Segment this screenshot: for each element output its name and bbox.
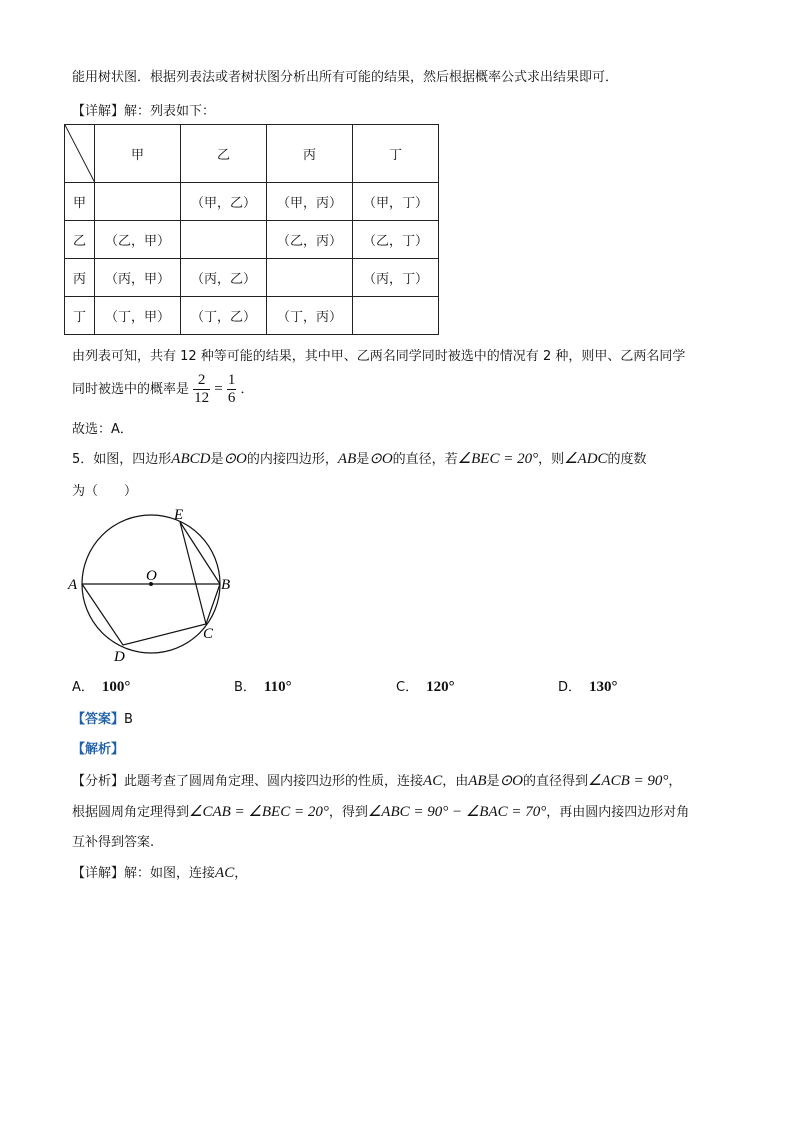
analysis-line-1 [72, 770, 681, 790]
question-text: 的度数 [607, 452, 647, 467]
table-cell: （甲，乙） [181, 183, 267, 221]
period: ． [240, 382, 254, 397]
table-cell: （甲，丙） [267, 183, 353, 221]
option-c [396, 676, 455, 696]
option-a [72, 676, 130, 696]
table-cell: （甲，丁） [353, 183, 439, 221]
table-cell: （丁，乙） [181, 297, 267, 335]
option-d [558, 676, 618, 696]
table-header-cell: 甲 [95, 125, 181, 183]
analysis-tag: 【解析】 [72, 742, 125, 757]
answer-value: B [124, 712, 133, 727]
fraction-denominator: 12 [194, 390, 210, 406]
fraction-1-6 [227, 372, 237, 407]
option-value: 110° [263, 679, 292, 695]
option-b [234, 676, 292, 696]
math-angle-bec: ∠BEC = 20° [457, 451, 539, 467]
question-text: 如图，四边形 [93, 452, 172, 467]
analysis-text: ，得到 [328, 805, 368, 820]
math-ab: AB [337, 451, 357, 467]
analysis-text: 根据圆周角定理得到 [72, 805, 190, 820]
fraction-2-12 [193, 372, 210, 407]
analysis-heading [72, 738, 124, 757]
question-text: ，则 [538, 452, 565, 467]
analysis-text: ，再由圆内接四边形对角 [546, 805, 690, 820]
conclusion-line-2 [72, 372, 254, 407]
label-d: D [114, 649, 125, 665]
table-cell: （丁，甲） [95, 297, 181, 335]
answer-tag: 【答案】 [72, 712, 125, 727]
table-row [65, 259, 439, 297]
detail-heading-1 [72, 100, 215, 119]
circle-figure [66, 505, 246, 665]
table-row [65, 297, 439, 335]
math-circle-o: ⊙O [499, 773, 523, 789]
math-ac: AC [423, 773, 443, 789]
option-letter: D． [558, 680, 582, 695]
detail-tag: 【详解】 [72, 866, 125, 881]
analysis-line-3: 互补得到答案. [72, 835, 155, 850]
option-value: 120° [426, 679, 455, 695]
table-header-cell: 丙 [267, 125, 353, 183]
conclusion-prefix: 同时被选中的概率是 [72, 382, 190, 397]
table-header-row [65, 125, 439, 183]
math-angle-cab: ∠CAB = ∠BEC = 20° [189, 804, 329, 820]
option-value: 100° [101, 679, 131, 695]
table-cell [353, 297, 439, 335]
analysis-text: ，由 [442, 774, 469, 789]
label-e: E [174, 507, 184, 523]
fraction-numerator: 1 [227, 372, 236, 388]
table-cell: （丙，乙） [181, 259, 267, 297]
outcome-table [64, 124, 439, 335]
question-text: 是 [356, 452, 370, 467]
detail-text: 解：如图，连接 [124, 866, 216, 881]
row-label: 丁 [65, 297, 95, 335]
diagonal-line [65, 125, 95, 183]
option-letter: C． [396, 680, 419, 695]
answer-line [72, 708, 133, 727]
question-line-2: 为（ ） [72, 484, 138, 499]
fraction-numerator: 2 [193, 372, 210, 390]
question-text: 是 [210, 452, 224, 467]
analysis-text: ， [668, 774, 682, 789]
math-ac: AC [215, 865, 235, 881]
analysis-text: 是 [486, 774, 500, 789]
intro-text: 能用树状图．根据列表法或者树状图分析出所有可能的结果，然后根据概率公式求出结果即可． [72, 70, 619, 85]
table-corner-cell [65, 125, 95, 183]
option-letter: B． [234, 680, 256, 695]
math-angle-abc: ∠ABC = 90° − ∠BAC = 70° [367, 804, 547, 820]
label-a: A [68, 577, 78, 593]
math-angle-acb: ∠ACB = 90° [587, 773, 669, 789]
question-text: 的内接四边形， [246, 452, 338, 467]
table-cell: （乙，丁） [353, 221, 439, 259]
analysis-sub-tag: 【分析】 [72, 774, 125, 789]
lines-be-ec [180, 522, 220, 624]
detail-tag: 【详解】 [72, 104, 125, 119]
label-o: O [146, 568, 157, 584]
equals-sign: = [214, 381, 223, 397]
table-cell: （丁，丙） [267, 297, 353, 335]
detail-text: ， [234, 866, 248, 881]
conclusion-line-1: 由列表可知，共有 12 种等可能的结果，其中甲、乙两名同学同时被选中的情况有 2 种，则甲、乙两名同学 [72, 349, 686, 364]
option-letter: A． [72, 680, 94, 695]
question-line-1 [72, 448, 647, 468]
choose-line-1: 故选：A． [72, 422, 133, 437]
table-cell [95, 183, 181, 221]
analysis-line-2 [72, 801, 689, 821]
detail-text: 解：列表如下： [124, 104, 216, 119]
label-c: C [203, 626, 214, 642]
table-header-cell: 乙 [181, 125, 267, 183]
table-cell [267, 259, 353, 297]
math-abcd: ABCD [171, 451, 211, 467]
detail-heading-2 [72, 862, 247, 882]
math-ab: AB [468, 773, 487, 789]
label-b: B [221, 577, 231, 593]
analysis-text: 的直径得到 [522, 774, 588, 789]
question-number: 5． [72, 452, 94, 467]
table-cell: （乙，甲） [95, 221, 181, 259]
math-circle-o: ⊙O [369, 451, 393, 467]
table-cell: （丙，丁） [353, 259, 439, 297]
table-cell [181, 221, 267, 259]
math-angle-adc: ∠ADC [564, 451, 608, 467]
table-row [65, 221, 439, 259]
table-cell: （乙，丙） [267, 221, 353, 259]
table-row [65, 183, 439, 221]
fraction-denominator: 6 [227, 390, 236, 406]
table-cell: （丙，甲） [95, 259, 181, 297]
quadrilateral-abcd [82, 584, 220, 645]
question-text: 的直径，若 [392, 452, 458, 467]
option-value: 130° [589, 679, 618, 695]
row-label: 甲 [65, 183, 95, 221]
table-header-cell: 丁 [353, 125, 439, 183]
row-label: 丙 [65, 259, 95, 297]
analysis-text: 此题考查了圆周角定理、圆内接四边形的性质，连接 [124, 774, 424, 789]
row-label: 乙 [65, 221, 95, 259]
math-circle-o: ⊙O [223, 451, 247, 467]
